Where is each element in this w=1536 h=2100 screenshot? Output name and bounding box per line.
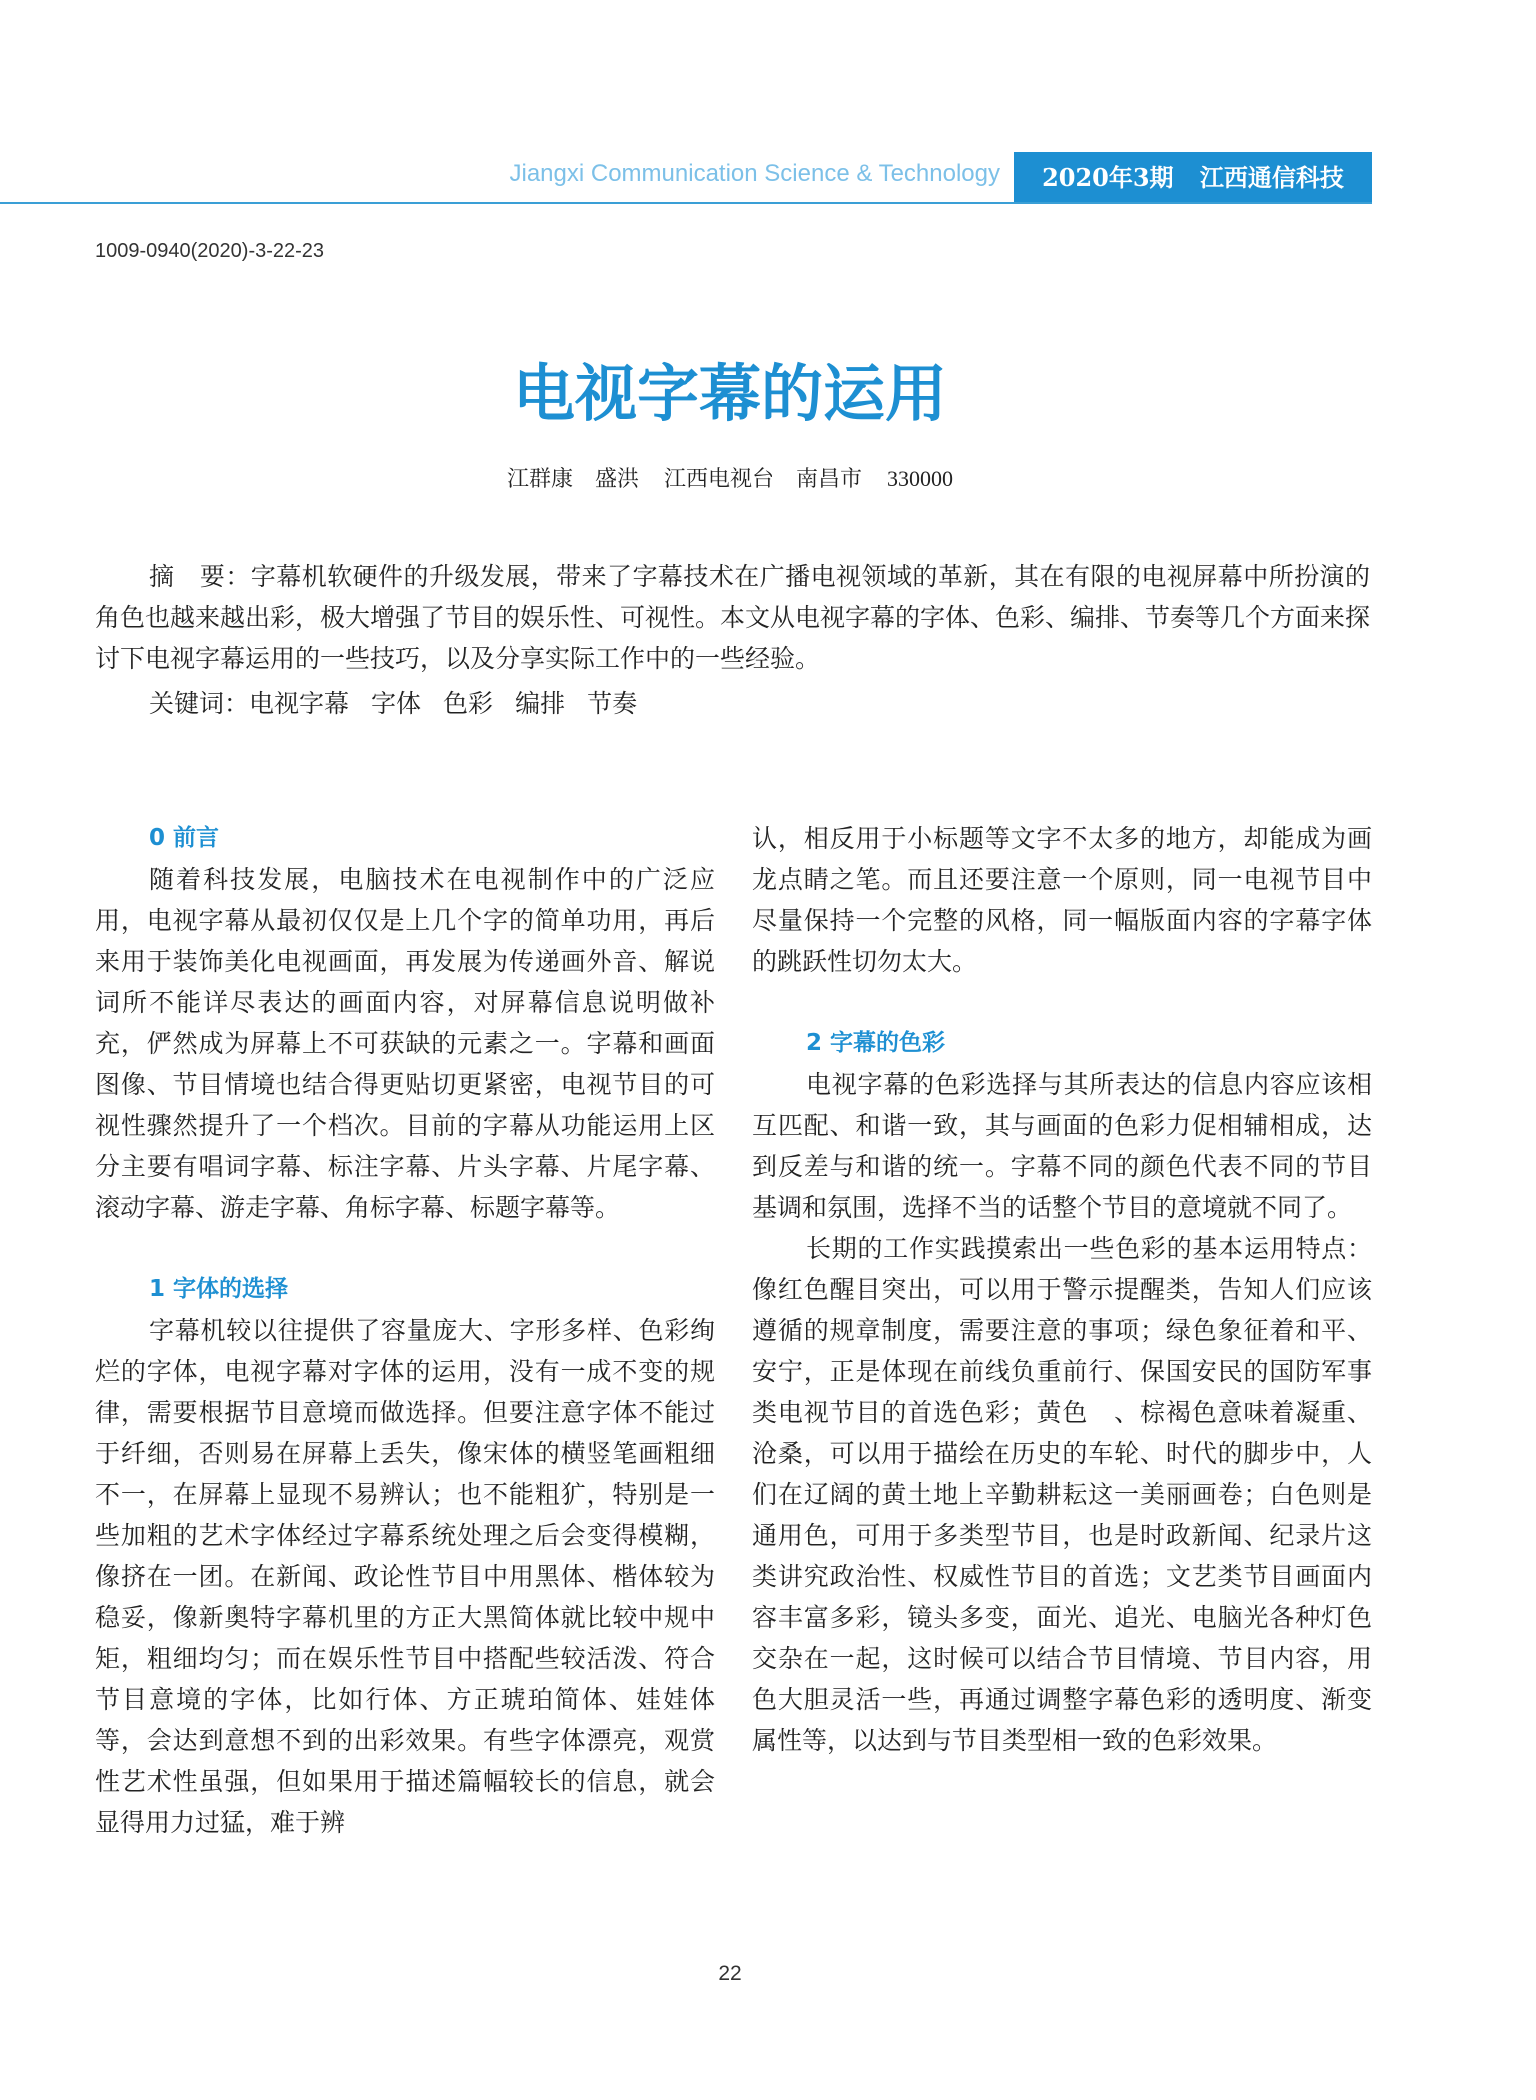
- body-paragraph-continued: 认，相反用于小标题等文字不太多的地方，却能成为画龙点睛之笔。而且还要注意一个原则，同一电视节目中尽量保持一个完整的风格，同一幅版面内容的字幕字体的跳跃性切勿太大。: [752, 824, 1372, 976]
- body-paragraph: 电视字幕的色彩选择与其所表达的信息内容应该相互匹配、和谐一致，其与画面的色彩力促相辅相成，达到反差与和谐的统一。字幕不同的颜色代表不同的节目基调和氛围，选择不当的话整个节目的意境就不同了。: [752, 1070, 1372, 1222]
- keyword-item: 编排: [515, 689, 566, 718]
- author-postcode: 330000: [887, 466, 954, 491]
- keywords-label: 关键词：: [149, 689, 250, 718]
- journal-english-name: Jiangxi Communication Science & Technology: [509, 160, 1000, 187]
- body-paragraph: 长期的工作实践摸索出一些色彩的基本运用特点：像红色醒目突出，可以用于警示提醒类，告知人们应该遵循的规章制度，需要注意的事项；绿色象征着和平、安宁，正是体现在前线负重前行、保国安民的国防军事类电视节目的首选色彩；黄色 、棕褐色意味着凝重、沧桑，可以用于描绘在历史的车轮、时代的脚步中，人们在辽阔的黄土地上辛勤耕耘这一美丽画卷；白色则是通用色，可用于多类型节目，也是时政新闻、纪录片这类讲究政治性、权威性节目的首选；文艺类节目画面内容丰富多彩，镜头多变，面光、追光、电脑光各种灯色交杂在一起，这时候可以结合节目情境、节目内容，用色大胆灵活一些，再通过调整字幕色彩的透明度、渐变属性等，以达到与节目类型相一致的色彩效果。: [752, 1234, 1372, 1755]
- author-line: [0, 462, 1460, 493]
- keyword-item: 电视字幕: [249, 689, 350, 718]
- section-heading: 0 前言: [149, 825, 220, 851]
- article-title: 电视字幕的运用: [512, 357, 947, 430]
- abstract: [95, 556, 1370, 679]
- document-id: 1009-0940(2020)-3-22-23: [95, 240, 325, 262]
- abstract-paragraph: [95, 556, 1370, 679]
- journal-chinese-name: 江西通信科技: [1199, 163, 1344, 192]
- journal-issue: 2020年3期: [1042, 163, 1174, 192]
- keyword-item: 字体: [371, 689, 422, 718]
- header-rule: [0, 202, 1372, 204]
- keyword-item: 节奏: [587, 689, 638, 718]
- abstract-text: 字幕机软硬件的升级发展，带来了字幕技术在广播电视领域的革新，其在有限的电视屏幕中所扮演的角色也越来越出彩，极大增强了节目的娱乐性、可视性。本文从电视字幕的字体、色彩、编排、节奏等几个方面来探讨下电视字幕运用的一些技巧，以及分享实际工作中的一些经验。: [95, 562, 1371, 673]
- author-names: 江群康 盛洪: [506, 467, 639, 492]
- keyword-item: 色彩: [443, 689, 494, 718]
- right-column: [752, 818, 1372, 1761]
- page-number: 22: [718, 1962, 742, 1985]
- author-affiliation: 江西电视台 南昌市: [664, 467, 863, 492]
- body-paragraph: 字幕机较以往提供了容量庞大、字形多样、色彩绚烂的字体，电视字幕对字体的运用，没有一成不变的规律，需要根据节目意境而做选择。但要注意字体不能过于纤细，否则易在屏幕上丢失，像宋体的横竖笔画粗细不一，在屏幕上显现不易辨认；也不能粗犷，特别是一些加粗的艺术字体经过字幕系统处理之后会变得模糊，像挤在一团。在新闻、政论性节目中用黑体、楷体较为稳妥，像新奥特字幕机里的方正大黑简体就比较中规中矩，粗细均匀；而在娱乐性节目中搭配些较活泼、符合节目意境的字体，比如行体、方正琥珀简体、娃娃体等，会达到意想不到的出彩效果。有些字体漂亮，观赏性艺术性虽强，但如果用于描述篇幅较长的信息，就会显得用力过猛，难于辨: [95, 1316, 715, 1837]
- abstract-label: 摘 要：: [149, 562, 251, 591]
- journal-issue-banner: [1014, 152, 1372, 204]
- keywords: [149, 683, 659, 724]
- section-heading: 2 字幕的色彩: [806, 1030, 946, 1056]
- left-column: [95, 818, 715, 1843]
- section-heading: 1 字体的选择: [149, 1276, 289, 1302]
- body-paragraph: 随着科技发展，电脑技术在电视制作中的广泛应用，电视字幕从最初仅仅是上几个字的简单功用，再后来用于装饰美化电视画面，再发展为传递画外音、解说词所不能详尽表达的画面内容，对屏幕信息说明做补充，俨然成为屏幕上不可获缺的元素之一。字幕和画面图像、节目情境也结合得更贴切更紧密，电视节目的可视性骤然提升了一个档次。目前的字幕从功能运用上区分主要有唱词字幕、标注字幕、片头字幕、片尾字幕、滚动字幕、游走字幕、角标字幕、标题字幕等。: [95, 865, 715, 1222]
